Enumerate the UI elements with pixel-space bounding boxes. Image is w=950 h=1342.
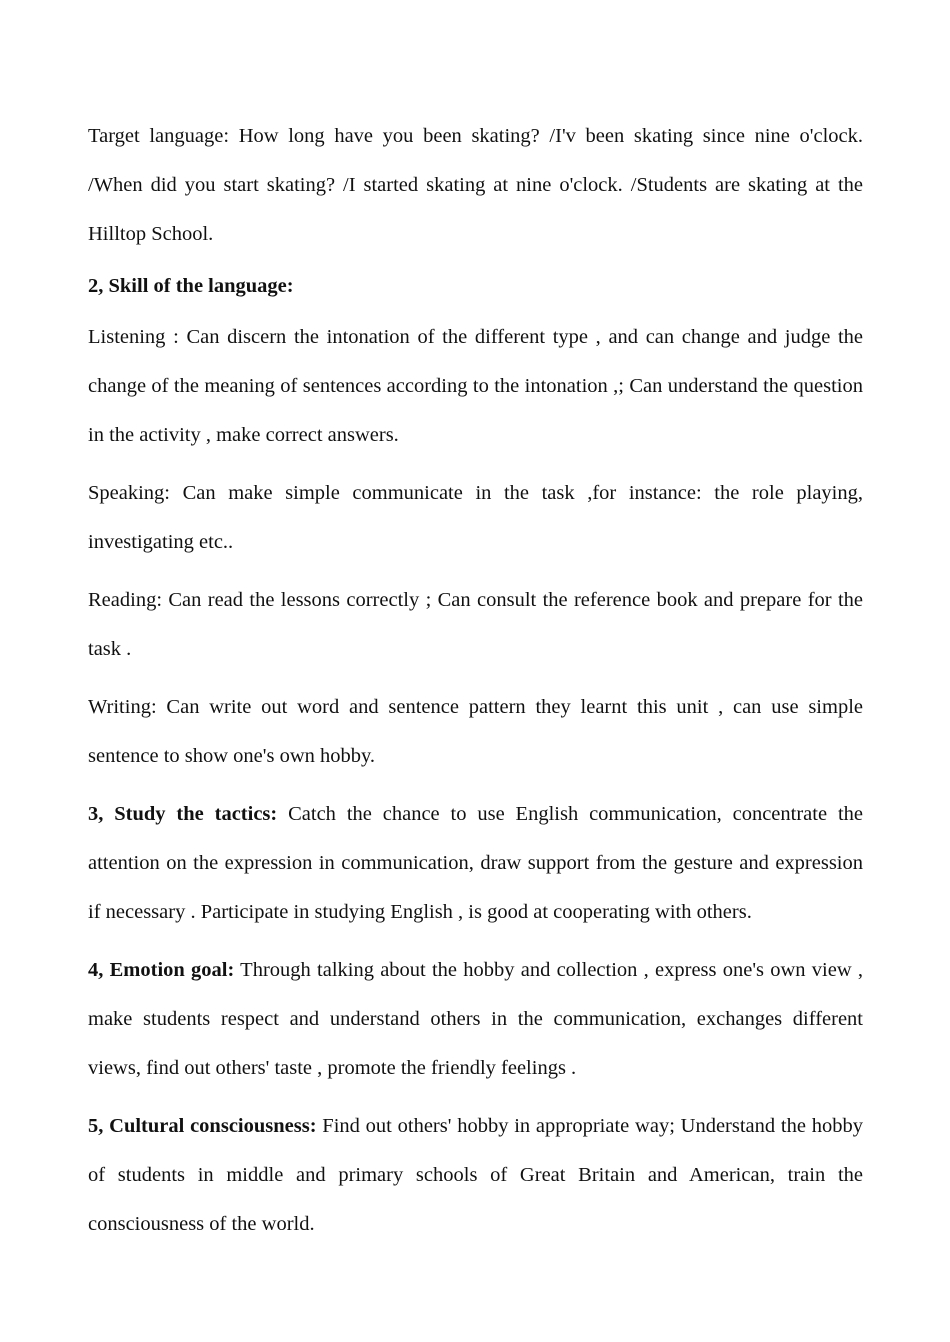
writing-paragraph: Writing: Can write out word and sentence pattern they learnt this unit , can use simple sentence to show one's own hobby. <box>88 696 863 767</box>
emotion-goal-heading: 4, Emotion goal: <box>88 959 235 981</box>
reading-paragraph: Reading: Can read the lessons correctly ; Can consult the reference book and prepare for the task . <box>88 589 863 660</box>
study-tactics-text: Catch the chance to use English communication, concentrate the attention on the expression in communication, draw support from the gesture and expression if necessary . Participate in studying English , is good at cooperating with others. <box>88 803 863 923</box>
study-tactics-heading: 3, Study the tactics: <box>88 803 278 825</box>
cultural-consciousness-heading: 5, Cultural consciousness: <box>88 1115 317 1137</box>
cultural-consciousness-text: Find out others' hobby in appropriate way; Understand the hobby of students in middle and primary schools of Great Britain and American, train the consciousness of the world. <box>88 1115 863 1235</box>
speaking-paragraph: Speaking: Can make simple communicate in the task ,for instance: the role playing, investigating etc.. <box>88 482 863 553</box>
emotion-goal-text: Through talking about the hobby and collection , express one's own view , make students respect and understand others in the communication, exchanges different views, find out others' taste , promote the friendly feelings . <box>88 959 863 1079</box>
listening-paragraph: Listening : Can discern the intonation of the different type , and can change and judge the change of the meaning of sentences according to the intonation ,; Can understand the question in the activity , make correct answers. <box>88 326 863 446</box>
document-page <box>88 112 863 1258</box>
skill-of-language-heading: 2, Skill of the language: <box>88 275 294 297</box>
cultural-consciousness-paragraph <box>88 1102 863 1249</box>
study-tactics-paragraph <box>88 790 863 937</box>
emotion-goal-paragraph <box>88 946 863 1093</box>
target-language-paragraph: Target language: How long have you been skating? /I'v been skating since nine o'clock. /When did you start skating? /I started skating at nine o'clock. /Students are skating at the Hilltop School. <box>88 125 863 245</box>
